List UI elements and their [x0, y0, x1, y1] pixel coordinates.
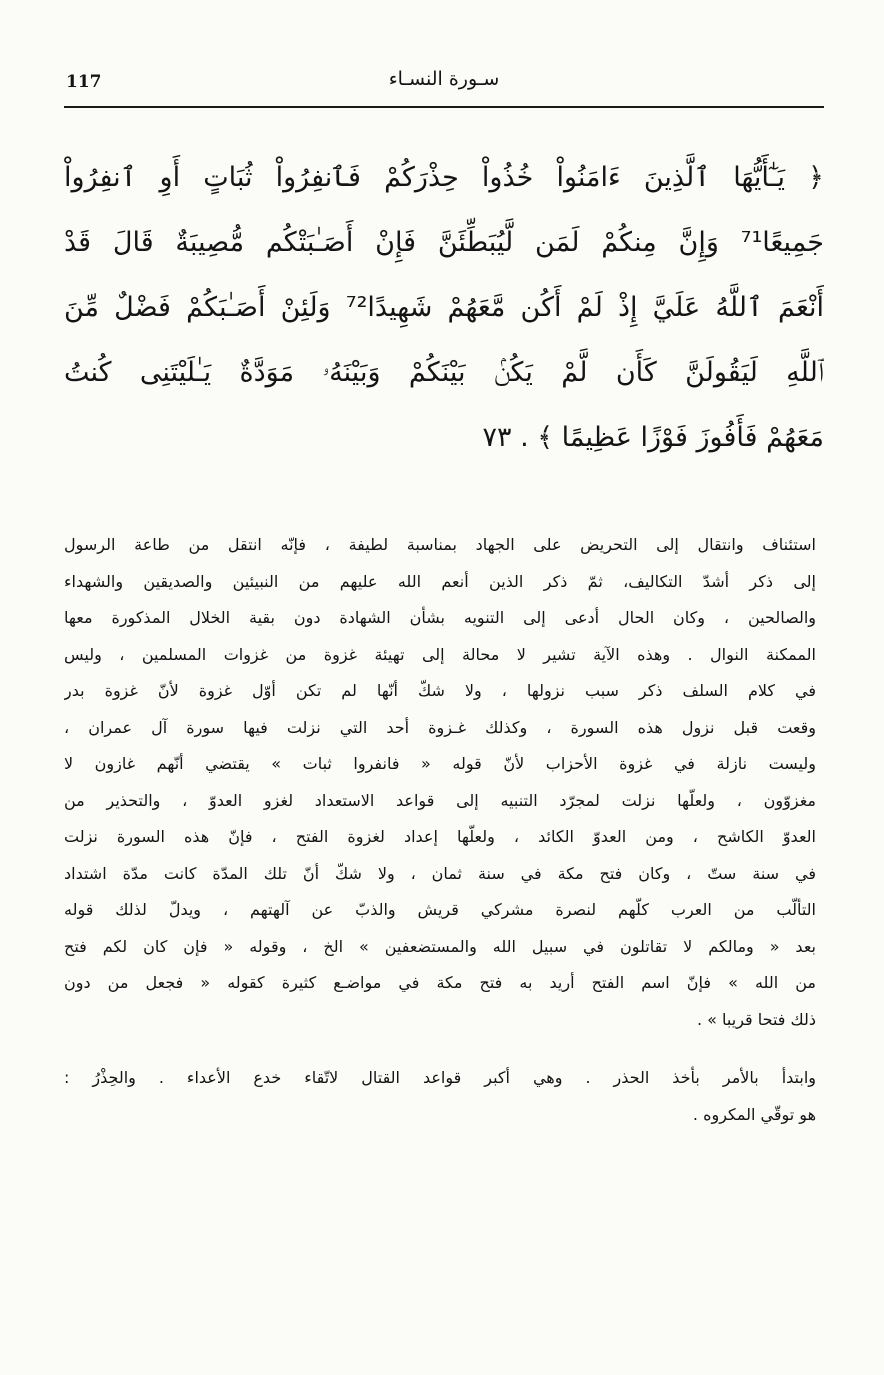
text-line: في كلام السلف ذكر سبب نزولها ، ولا شكّ أنّها لم تكن أوّل غزوة لأنّ غزوة بدر	[64, 681, 816, 700]
text-line: في سنة ستّ ، وكان فتح مكة في سنة ثمان ، ولا شكّ أنّ تلك المدّة كانت مدّة اشتداد	[64, 863, 816, 883]
text-line: إلى ذكر أشدّ التكاليف، ثمّ ذكر الذين أنعم الله عليهم من النبيئين والصديقين والشهداء	[64, 571, 816, 591]
text-line: الممكنة النوال . وهذه الآية تشير لا محالة إلى تهيئة غزوة من غزوات المسلمين ، وليس	[64, 644, 816, 664]
text-line: مغزوّون ، ولعلّها نزلت لمجرّد التنبيه إلى قواعد الاستعداد لغزو العدوّ ، والتحذير من	[64, 790, 816, 810]
text-line: التألّب من العرب كلّهم لنصرة مشركي قريش والذبّ عن آلهتهم ، ويدلّ لذلك قوله	[64, 900, 816, 919]
verse-line: ﴿ يَـٰٓأَيُّهَا ٱلَّذِينَ ءَامَنُواْ خُذُواْ حِذْرَكُمْ فَٱنفِرُواْ ثُبَاتٍ أَوِ ٱنفِرُواْ	[64, 162, 824, 193]
text-line: وابتدأ بالأمر بأخذ الحذر . وهي أكبر قواعد القتال لاتّقاء خدع الأعداء . والحِذْرُ :	[64, 1068, 816, 1087]
commentary-paragraph	[64, 527, 816, 1038]
verse-line: ٱللَّهِ لَيَقُولَنَّ كَأَن لَّمْ يَكُنۢ بَيْنَكُمْ وَبَيْنَهُۥ مَوَدَّةٌ يَـٰلَيْتَنِى كُنتُ	[64, 357, 824, 388]
page-number: 117	[66, 72, 102, 92]
text-line: وليست نازلة في غزوة الأحزاب لأنّ قوله « فانفروا ثبات » يقتضي أنّهم غازون لا	[64, 754, 816, 773]
commentary-text	[64, 527, 816, 1133]
verse-line: جَمِيعًا⁷¹ وَإِنَّ مِنكُمْ لَمَن لَّيُبَطِّئَنَّ فَإِنْ أَصَـٰبَتْكُم مُّصِيبَةٌ قَالَ قَدْ	[64, 227, 824, 258]
verse-line: أَنْعَمَ ٱللَّهُ عَلَيَّ إِذْ لَمْ أَكُن مَّعَهُمْ شَهِيدًا⁷² وَلَئِنْ أَصَـٰبَكُمْ فَضْلٌ مِّنَ	[64, 292, 824, 323]
text-line: والصالحين ، وكان الحال أدعى إلى التنويه بشأن الشهادة دون بقية الخلال المذكورة معها	[64, 608, 816, 627]
verse-line: مَعَهُمْ فَأَفُوزَ فَوْزًا عَظِيمًا ﴾ . ٧٣	[482, 422, 824, 453]
running-title: سـورة النسـاء	[388, 68, 500, 90]
quran-verse-block	[64, 145, 824, 470]
text-line: استئناف وانتقال إلى التحريض على الجهاد بمناسبة لطيفة ، فإنّه انتقل من طاعة الرسول	[64, 535, 816, 554]
text-line: العدوّ الكاشح ، ومن العدوّ الكائد ، ولعلّها إعداد لغزوة الفتح ، فإنّ هذه السورة نزلت	[64, 827, 816, 846]
text-line: هو توقّي المكروه .	[692, 1104, 816, 1124]
header-rule	[64, 106, 824, 108]
text-line: وقعت قبل نزول هذه السورة ، وكذلك غـزوة أحد التي نزلت فيها سورة آل عمران ،	[64, 717, 816, 737]
commentary-paragraph	[64, 1060, 816, 1133]
page-header	[64, 64, 824, 104]
text-line: بعد « ومالكم لا تقاتلون في سبيل الله والمستضعفين » الخ ، وقوله « فإن كان لكم فتح	[64, 936, 816, 956]
text-line: من الله » فإنّ اسم الفتح أريد به فتح مكة في مواضـع كثيرة كقوله « فجعل من دون	[64, 973, 816, 992]
text-line: ذلك فتحا قريبا » .	[696, 1009, 816, 1029]
